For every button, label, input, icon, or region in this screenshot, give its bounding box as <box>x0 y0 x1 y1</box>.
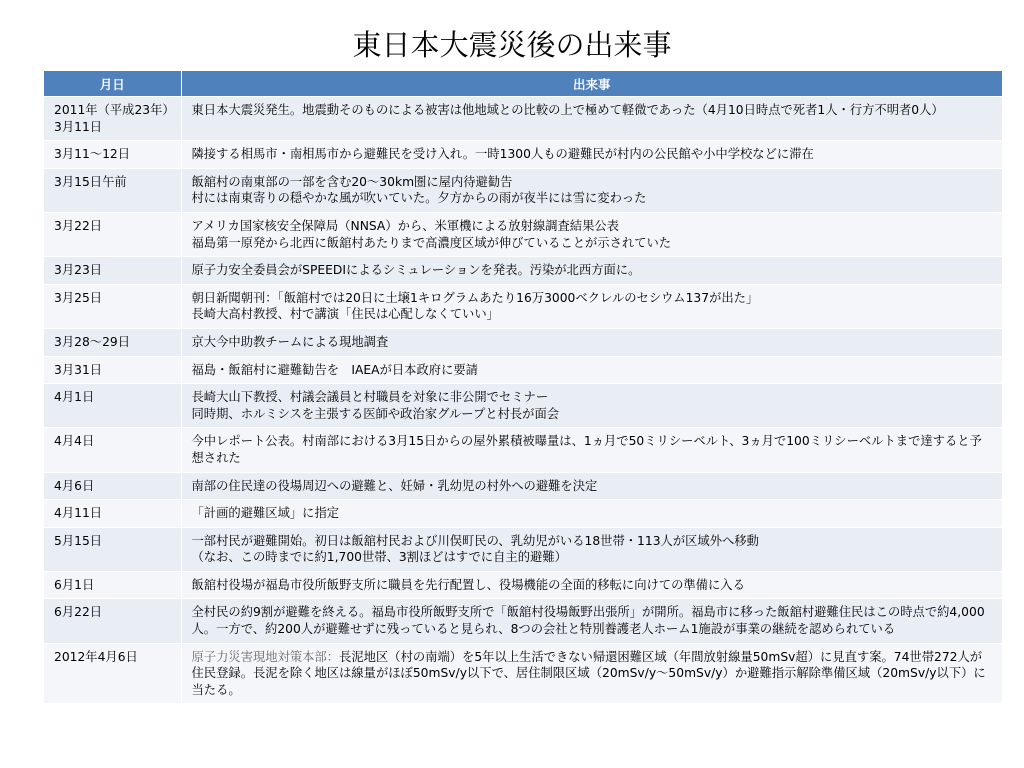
event-cell <box>181 141 1002 169</box>
table-row <box>44 500 1002 528</box>
event-text: 長泥地区（村の南端）を5年以上生活できない帰還困難区域（年間放射線量50mSv超）に見直す案。74世帯272人が住民登録。長泥を除く地区は線量がほぼ50mSv/y以下で、居住制限区域（20mSv/y〜50mSv/y）か避難指示解除準備区域（20mSv/y以下）に当たる。 <box>191 649 986 697</box>
events-table <box>44 71 1002 703</box>
date-cell: 3月22日 <box>44 212 181 256</box>
date-cell: 6月1日 <box>44 571 181 599</box>
event-cell <box>181 328 1002 356</box>
event-line: （なお、この時までに約1,700世帯、3割ほどはすでに自主的避難） <box>191 550 567 565</box>
table-row <box>44 257 1002 285</box>
event-line: 一部村民が避難開始。初日は飯舘村民および川俣町民の、乳幼児がいる18世帯・113人が区域外へ移動 <box>191 533 759 548</box>
event-cell <box>181 356 1002 384</box>
event-line: 原子力安全委員会がSPEEDIによるシミュレーションを発表。汚染が北西方面に。 <box>191 263 641 278</box>
event-line: 福島第一原発から北西に飯舘村あたりまで高濃度区域が伸びていることが示されていた <box>191 235 672 250</box>
event-line: 長崎大高村教授、村で講演「住民は心配しなくていい」 <box>191 307 499 322</box>
event-line: 京大今中助教チームによる現地調査 <box>191 334 389 349</box>
date-cell: 3月15日午前 <box>44 168 181 212</box>
column-header-event: 出来事 <box>181 71 1002 97</box>
date-cell: 2011年（平成23年）3月11日 <box>44 97 181 141</box>
page-title: 東日本大震災後の出来事 <box>352 28 672 62</box>
table-row <box>44 599 1002 643</box>
event-cell <box>181 428 1002 472</box>
table-row <box>44 643 1002 703</box>
event-cell <box>181 97 1002 141</box>
table-row <box>44 356 1002 384</box>
table-row <box>44 141 1002 169</box>
event-line: 東日本大震災発生。地震動そのものによる被害は他地域との比較の上で極めて軽微であった（4月10日時点で死者1人・行方不明者0人） <box>191 103 944 117</box>
table-row <box>44 472 1002 500</box>
event-line: 村には南東寄りの穏やかな風が吹いていた。夕方からの雨が夜半には雪に変わった <box>191 191 647 206</box>
event-cell <box>181 212 1002 256</box>
event-cell <box>181 284 1002 328</box>
event-line: 南部の住民達の役場周辺への避難と、妊婦・乳幼児の村外への避難を決定 <box>191 478 598 493</box>
event-cell <box>181 168 1002 212</box>
date-cell: 4月6日 <box>44 472 181 500</box>
event-prefix: 原子力災害現地対策本部： <box>191 649 340 664</box>
date-cell: 2012年4月6日 <box>44 643 181 703</box>
table-row <box>44 212 1002 256</box>
event-cell <box>181 384 1002 428</box>
event-line: 同時期、ホルミシスを主張する医師や政治家グループと村長が面会 <box>191 406 560 421</box>
date-cell: 3月11〜12日 <box>44 141 181 169</box>
event-cell <box>181 500 1002 528</box>
event-line: 「計画的避難区域」に指定 <box>191 506 340 521</box>
table-header-row <box>44 71 1002 97</box>
event-cell <box>181 472 1002 500</box>
event-line: 飯舘村役場が福島市役所飯野支所に職員を先行配置し、役場機能の全面的移転に向けての準備に入る <box>191 577 745 592</box>
date-cell: 5月15日 <box>44 527 181 571</box>
date-cell: 3月25日 <box>44 284 181 328</box>
event-cell <box>181 643 1002 703</box>
table-row <box>44 428 1002 472</box>
date-cell: 3月23日 <box>44 257 181 285</box>
event-cell <box>181 599 1002 643</box>
date-cell: 3月28〜29日 <box>44 328 181 356</box>
date-cell: 4月11日 <box>44 500 181 528</box>
table-row <box>44 168 1002 212</box>
table-row <box>44 384 1002 428</box>
event-line: 飯舘村の南東部の一部を含む20〜30km圏に屋内待避勧告 <box>191 174 513 189</box>
table-row <box>44 284 1002 328</box>
date-cell: 4月1日 <box>44 384 181 428</box>
event-line: 福島・飯舘村に避難勧告を IAEAが日本政府に要請 <box>191 362 478 377</box>
event-line: 今中レポート公表。村南部における3月15日からの屋外累積被曝量は、1ヵ月で50ミリシーベルト、3ヵ月で100ミリシーベルトまで達すると予想された <box>191 434 982 465</box>
table-row <box>44 527 1002 571</box>
event-line: アメリカ国家核安全保障局（NNSA）から、米軍機による放射線調査結果公表 <box>191 218 619 233</box>
event-cell <box>181 571 1002 599</box>
table-body <box>44 97 1002 704</box>
table-row <box>44 328 1002 356</box>
table-row <box>44 571 1002 599</box>
event-line: 長崎大山下教授、村議会議員と村職員を対象に非公開でセミナー <box>191 390 549 405</box>
event-line: 朝日新聞朝刊：「飯舘村では20日に土壌1キログラムあたり16万3000ベクレルのセシウム137が出た」 <box>191 290 759 305</box>
event-line <box>192 649 995 699</box>
event-cell <box>181 527 1002 571</box>
event-line: 全村民の約9割が避難を終える。福島市役所飯野支所で「飯舘村役場飯野出張所」が開所。福島市に移った飯舘村避難住民はこの時点で約4,000人。一方で、約200人が避難せずに残っていると見られ、8つの会社と特別養護老人ホーム1施設が事業の継続を認められている <box>191 605 985 637</box>
date-cell: 6月22日 <box>44 599 181 643</box>
event-cell <box>181 257 1002 285</box>
column-header-date: 月日 <box>44 71 181 97</box>
date-cell: 3月31日 <box>44 356 181 384</box>
table-row <box>44 97 1002 141</box>
date-cell: 4月4日 <box>44 428 181 472</box>
event-line: 隣接する相馬市・南相馬市から避難民を受け入れ。一時1300人もの避難民が村内の公民館や小中学校などに滞在 <box>191 147 814 162</box>
